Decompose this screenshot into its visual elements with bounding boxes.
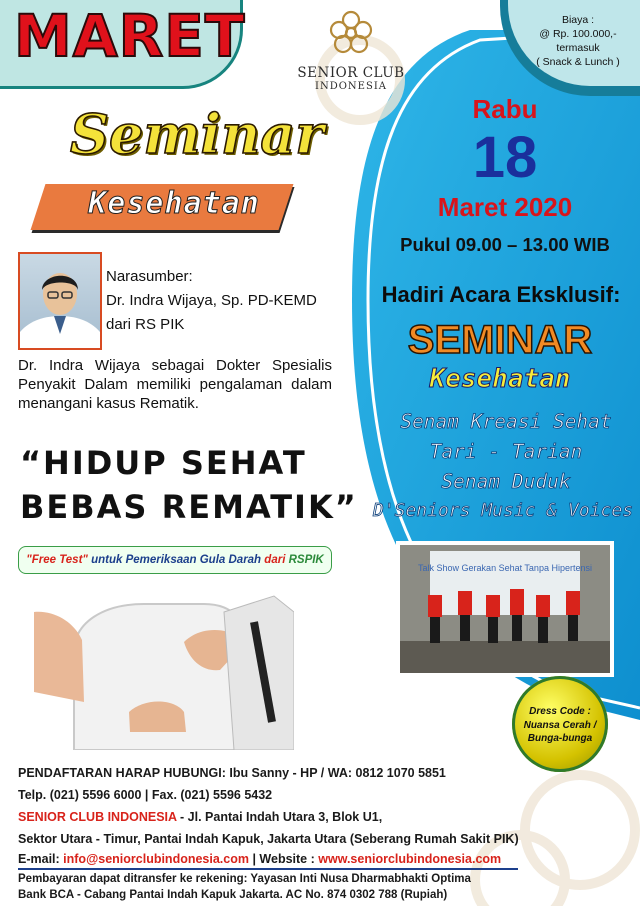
fee-includes: ( Snack & Lunch ) [536,56,620,68]
dress-code-line-1: Nuansa Cerah / [523,720,597,731]
month-label: MARET [14,2,246,70]
speaker-label: Narasumber: [106,268,193,285]
dress-code-title: Dress Code : [529,706,591,717]
event-date: 18 [472,125,538,190]
fee-note: termasuk [556,42,600,54]
free-test-banner [18,546,332,574]
activity-3: Senam Duduk [441,470,571,493]
seminar-title: Seminar [70,102,324,166]
event-invite: Hadiri Acara Eksklusif: [381,282,621,307]
event-seminar-sub: Kesehatan [429,364,571,394]
speaker-description: Dr. Indra Wijaya sebagai Dokter Spesialis Penyakit Dalam memiliki pengalaman dalam menangani kasus Rematik. [18,357,332,412]
dancers-photo-icon [400,545,610,673]
activity-4: D'Seniors Music & Voices [372,500,634,521]
flower-logo-icon [323,8,379,58]
phone-fax: Telp. (021) 5596 6000 | Fax. (021) 5596 5432 [18,788,273,802]
speaker-name: Dr. Indra Wijaya, Sp. PD-KEMD [106,292,317,309]
speaker-avatar-icon [20,254,100,348]
footer-divider [18,868,518,870]
address-line-2: Sektor Utara - Timur, Pantai Indah Kapuk, Jakarta Utara (Seberang Rumah Sakit PIK) [18,832,519,846]
payment-info-1: Pembayaran dapat ditransfer ke rekening: Yayasan Inti Nusa Dharmabhakti Optima [18,873,471,885]
logo-name: SENIOR CLUB [297,65,405,81]
activity-1: Senam Kreasi Sehat [400,410,612,433]
speaker-photo [18,252,102,350]
back-pain-illustration [34,582,294,750]
event-day: Rabu [472,94,538,124]
photo-banner-text: Talk Show Gerakan Sehat Tanpa Hipertensi [418,563,592,573]
address-line-1 [18,810,382,824]
address-part-1: - Jl. Pantai Indah Utara 3, Blok U1, [176,810,383,824]
org-name: SENIOR CLUB INDONESIA [18,810,177,824]
slogan-line-1: “HIDUP SEHAT [20,444,307,482]
activity-2: Tari - Tarian [429,440,583,463]
email-link[interactable]: info@seniorclubindonesia.com [63,852,249,866]
fee-label: Biaya : [561,14,595,26]
event-seminar-label: SEMINAR [407,318,593,362]
fee-amount: @ Rp. 100.000,- [539,28,617,40]
free-test-from: dari [264,554,286,566]
dress-code-badge [512,676,608,772]
website-link[interactable]: www.seniorclubindonesia.com [318,852,502,866]
event-time: Pukul 09.00 – 13.00 WIB [400,234,610,255]
email-label: E-mail: [18,852,64,866]
free-test-desc: untuk Pemeriksaan Gula Darah [91,554,262,566]
dress-code-line-2: Bunga-bunga [527,733,593,744]
payment-info-2: Bank BCA - Cabang Pantai Indah Kapuk Jakarta. AC No. 874 0302 788 (Rupiah) [18,889,448,901]
event-month-year: Maret 2020 [437,192,573,222]
seminar-subtitle: Kesehatan [88,186,260,221]
free-test-provider: RSPIK [288,554,324,566]
contact-links [18,852,501,866]
registration-contact: PENDAFTARAN HARAP HUBUNGI: Ibu Sanny - HP / WA: 0812 1070 5851 [18,766,446,780]
free-test-label: "Free Test" [26,554,88,566]
logo-sub: INDONESIA [315,81,387,92]
speaker-org: dari RS PIK [106,316,185,333]
website-label: | Website : [248,852,319,866]
senior-club-logo [286,8,416,92]
slogan-line-2: BEBAS REMATIK” [20,488,358,526]
activity-photo [396,541,614,677]
